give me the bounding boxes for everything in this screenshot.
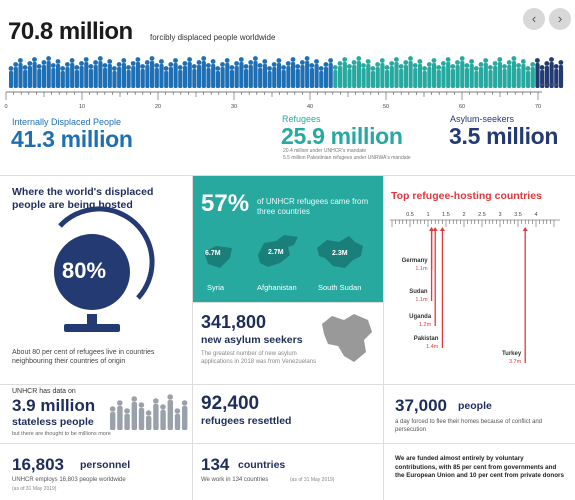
person-figure <box>192 64 197 88</box>
person-figure <box>474 66 479 88</box>
person-figure <box>375 62 380 88</box>
person-figure <box>126 65 131 88</box>
stateless-intro: UNHCR has data on <box>12 388 76 395</box>
country-value-syria: 6.7M <box>205 250 221 257</box>
stateless-person-figure <box>117 400 123 430</box>
person-figure <box>507 60 512 88</box>
asylum-seekers-text: The greatest number of new asylum applications in 2018 was from Venezuelans <box>201 351 317 365</box>
person-figure <box>42 60 47 88</box>
asylum-seekers-value: 341,800 <box>201 312 267 332</box>
person-figure <box>98 56 103 88</box>
person-figure <box>32 57 37 88</box>
stateless-person-figure <box>153 398 159 430</box>
person-figure <box>403 60 408 88</box>
person-figure <box>333 65 338 88</box>
person-figure <box>150 56 155 88</box>
person-figure <box>314 59 319 88</box>
axis-tick-label: 1 <box>426 212 430 218</box>
population-scale <box>6 88 566 110</box>
grid-divider <box>0 443 575 444</box>
person-figure <box>37 64 42 88</box>
person-figure <box>281 65 286 88</box>
person-figure <box>112 66 117 88</box>
person-figure <box>441 61 446 88</box>
person-figure <box>234 61 239 88</box>
person-figure <box>465 63 470 88</box>
person-figure <box>502 64 507 88</box>
person-figure <box>262 59 267 88</box>
person-figure <box>215 66 220 88</box>
person-figure <box>291 57 296 88</box>
country-name-afghanistan: Afghanistan <box>257 283 297 292</box>
person-figure <box>154 63 159 88</box>
person-figure <box>103 63 108 88</box>
prev-arrow-icon[interactable]: ‹ <box>523 8 545 30</box>
countries-date: (as of 31 May 2019) <box>290 477 335 483</box>
person-figure <box>413 63 418 88</box>
person-figure <box>300 60 305 88</box>
stateless-person-figure <box>139 402 145 430</box>
person-figure <box>65 62 70 88</box>
top-hosting-title: Top refugee-hosting countries <box>391 190 542 202</box>
person-figure <box>286 61 291 88</box>
person-figure <box>371 66 376 88</box>
axis-tick-label: 4 <box>534 212 538 218</box>
hosting-country-name: Germany <box>401 258 428 264</box>
person-figure <box>159 59 164 88</box>
grid-divider <box>192 302 383 303</box>
person-figure <box>342 57 347 88</box>
person-figure <box>436 65 441 88</box>
person-figure <box>469 59 474 88</box>
person-figure <box>51 63 56 88</box>
person-figure <box>13 62 18 88</box>
person-figure <box>74 65 79 88</box>
scale-tick-label: 10 <box>78 104 86 110</box>
hosting-country-name: Pakistan <box>413 336 439 342</box>
scale-tick-label: 30 <box>230 104 238 110</box>
person-figure <box>121 58 126 88</box>
person-figure <box>295 64 300 88</box>
person-figure <box>455 60 460 88</box>
person-figure <box>446 57 451 88</box>
person-figure <box>427 62 432 88</box>
person-figure <box>338 61 343 88</box>
person-figure <box>305 56 310 88</box>
stateless-person-figure <box>110 406 116 430</box>
total-displaced-caption: forcibly displaced people worldwide <box>150 33 276 42</box>
scale-tick-label: 0 <box>4 104 8 110</box>
country-name-south-sudan: South Sudan <box>318 283 362 292</box>
refugees-value: 25.9 million <box>281 123 403 149</box>
hosting-country-value: 1.2m <box>418 322 432 328</box>
stateless-person-figure <box>167 394 173 430</box>
person-figure <box>258 63 263 88</box>
person-figure <box>394 57 399 88</box>
axis-tick-label: 2.5 <box>478 212 486 218</box>
person-figure <box>131 61 136 88</box>
person-figure <box>422 66 427 88</box>
stateless-person-figure <box>146 410 152 430</box>
person-figure <box>164 66 169 88</box>
person-figure <box>183 61 188 88</box>
personnel-text: UNHCR employs 16,803 people worldwide <box>12 477 126 483</box>
stateless-person-figure <box>131 396 137 430</box>
person-figure <box>385 65 390 88</box>
person-figure <box>347 64 352 88</box>
top-hosting-chart <box>390 200 575 400</box>
person-figure <box>93 60 98 88</box>
per-day-value: 37,000 <box>395 396 447 415</box>
hosting-country-name: Sudan <box>409 289 428 295</box>
person-figure <box>70 58 75 88</box>
person-figure <box>79 61 84 88</box>
person-figure <box>60 66 65 88</box>
scale-tick-label: 50 <box>382 104 390 110</box>
person-figure <box>267 66 272 88</box>
person-figure <box>512 56 517 88</box>
resettled-value: 92,400 <box>201 393 260 414</box>
stateless-people-icon <box>108 388 192 432</box>
refugees-note-unrwa: 5.5 million Palestinian refugees under UNRWA's mandate <box>283 155 411 161</box>
person-figure <box>450 64 455 88</box>
person-figure <box>328 58 333 88</box>
person-figure <box>366 59 371 88</box>
syria-map-icon <box>202 244 234 270</box>
person-figure <box>408 56 413 88</box>
hosting-country-name: Uganda <box>409 314 432 320</box>
hosting-country-name: Turkey <box>501 351 522 357</box>
person-figure <box>418 59 423 88</box>
person-figure <box>361 63 366 88</box>
scale-tick-label: 60 <box>458 104 466 110</box>
person-figure <box>27 61 32 88</box>
hosted-title: Where the world's displaced people are being hosted <box>12 186 154 211</box>
person-figure <box>324 62 329 88</box>
funding-text: We are funded almost entirely by voluntary contributions, with 85 per cent from governments and the European Union and 10 per cent from private donors <box>395 455 564 479</box>
person-figure <box>225 58 230 88</box>
hosted-caption: About 80 per cent of refugees live in countries neighbouring their countries of origin <box>12 349 155 365</box>
asylum-value: 3.5 million <box>449 123 559 149</box>
idp-label: Internally Displaced People <box>12 117 122 127</box>
country-value-south-sudan: 2.3M <box>332 250 348 257</box>
hosting-bar-arrow <box>433 227 438 231</box>
person-figure <box>201 56 206 88</box>
grid-divider <box>192 384 193 500</box>
hosting-bar-arrow <box>523 227 528 231</box>
person-figure <box>352 60 357 88</box>
asylum-label: Asylum-seekers <box>450 114 515 124</box>
person-figure <box>389 61 394 88</box>
axis-tick-label: 0.5 <box>406 212 414 218</box>
person-figure <box>239 57 244 88</box>
person-figure <box>526 66 531 88</box>
hosted-percent: 80% <box>62 258 107 283</box>
hosting-country-value: 1.4m <box>426 344 439 350</box>
stateless-person-figure <box>160 404 166 430</box>
hosting-country-value: 1.1m <box>415 266 428 272</box>
grid-divider <box>383 175 384 385</box>
person-figure <box>187 57 192 88</box>
person-figure <box>559 60 564 88</box>
person-figure <box>253 56 258 88</box>
person-figure <box>197 60 202 88</box>
person-figure <box>46 56 51 88</box>
axis-tick-label: 3 <box>498 212 502 218</box>
person-figure <box>23 65 28 88</box>
person-figure <box>319 66 324 88</box>
person-figure <box>483 58 488 88</box>
person-figure <box>460 56 465 88</box>
person-figure <box>140 64 145 88</box>
person-figure <box>380 58 385 88</box>
venezuela-map-icon <box>318 310 376 366</box>
hosting-bar-arrow <box>440 227 445 231</box>
asylum-seekers-label: new asylum seekers <box>201 334 303 346</box>
person-figure <box>488 65 493 88</box>
stateless-note: but there are thought to be millions more <box>12 431 111 437</box>
person-figure <box>136 57 141 88</box>
person-figure <box>309 63 314 88</box>
hosting-country-value: 3.7m <box>508 359 522 365</box>
person-figure <box>211 59 216 88</box>
countries-value: 134 <box>201 455 230 474</box>
person-figure <box>168 62 173 88</box>
hosting-country-value: 1.1m <box>415 297 428 303</box>
person-figure <box>432 58 437 88</box>
three-countries-percent: 57% <box>201 190 250 217</box>
three-countries-text: of UNHCR refugees came from three countries <box>257 197 369 216</box>
person-figure <box>356 56 361 88</box>
personnel-value: 16,803 <box>12 455 64 474</box>
person-figure <box>230 65 235 88</box>
person-figure <box>178 65 183 88</box>
displaced-people-figures <box>6 52 566 90</box>
personnel-date: (as of 31 May 2019) <box>12 486 57 492</box>
person-figure <box>107 59 112 88</box>
person-figure <box>145 60 150 88</box>
person-figure <box>89 64 94 88</box>
person-figure <box>173 58 178 88</box>
countries-text: We work in 134 countries <box>201 477 269 483</box>
per-day-text: a day forced to flee their homes because of conflict and persecution <box>395 419 543 433</box>
scale-tick-label: 20 <box>154 104 162 110</box>
stateless-person-figure <box>124 408 130 430</box>
grid-divider <box>383 384 384 500</box>
total-displaced-value: 70.8 million <box>8 18 133 45</box>
person-figure <box>399 64 404 88</box>
scale-tick-label: 40 <box>306 104 314 110</box>
stateless-person-figure <box>175 408 181 430</box>
person-figure <box>220 62 225 88</box>
refugees-note-unhcr: 20.4 million under UNHCR's mandate <box>283 148 367 154</box>
per-day-unit: people <box>458 400 492 412</box>
axis-tick-label: 3.5 <box>514 212 522 218</box>
person-figure <box>497 57 502 88</box>
scale-unit-label: MILLIONS <box>540 82 559 87</box>
person-figure <box>521 59 526 88</box>
personnel-label: personnel <box>80 459 131 471</box>
person-figure <box>244 64 249 88</box>
idp-value: 41.3 million <box>11 126 133 152</box>
person-figure <box>493 61 498 88</box>
person-figure <box>272 62 277 88</box>
person-figure <box>206 63 211 88</box>
scale-tick-label: 70 <box>534 104 542 110</box>
person-figure <box>18 58 23 88</box>
person-figure <box>479 62 484 88</box>
axis-tick-label: 1.5 <box>442 212 450 218</box>
person-figure <box>516 63 521 88</box>
countries-label: countries <box>238 459 286 471</box>
next-arrow-icon[interactable]: › <box>549 8 571 30</box>
axis-tick-label: 2 <box>462 212 466 218</box>
person-figure <box>84 57 89 88</box>
country-value-afghanistan: 2.7M <box>268 249 284 256</box>
stateless-person-figure <box>182 400 188 430</box>
person-figure <box>530 62 535 88</box>
person-figure <box>9 66 14 88</box>
person-figure <box>277 58 282 88</box>
stateless-value: 3.9 million <box>12 396 96 415</box>
person-figure <box>117 62 122 88</box>
person-figure <box>56 59 61 88</box>
refugees-label: Refugees <box>282 114 321 124</box>
resettled-label: refugees resettled <box>201 415 292 427</box>
stateless-label: stateless people <box>12 416 94 428</box>
country-name-syria: Syria <box>207 283 225 292</box>
person-figure <box>248 60 253 88</box>
